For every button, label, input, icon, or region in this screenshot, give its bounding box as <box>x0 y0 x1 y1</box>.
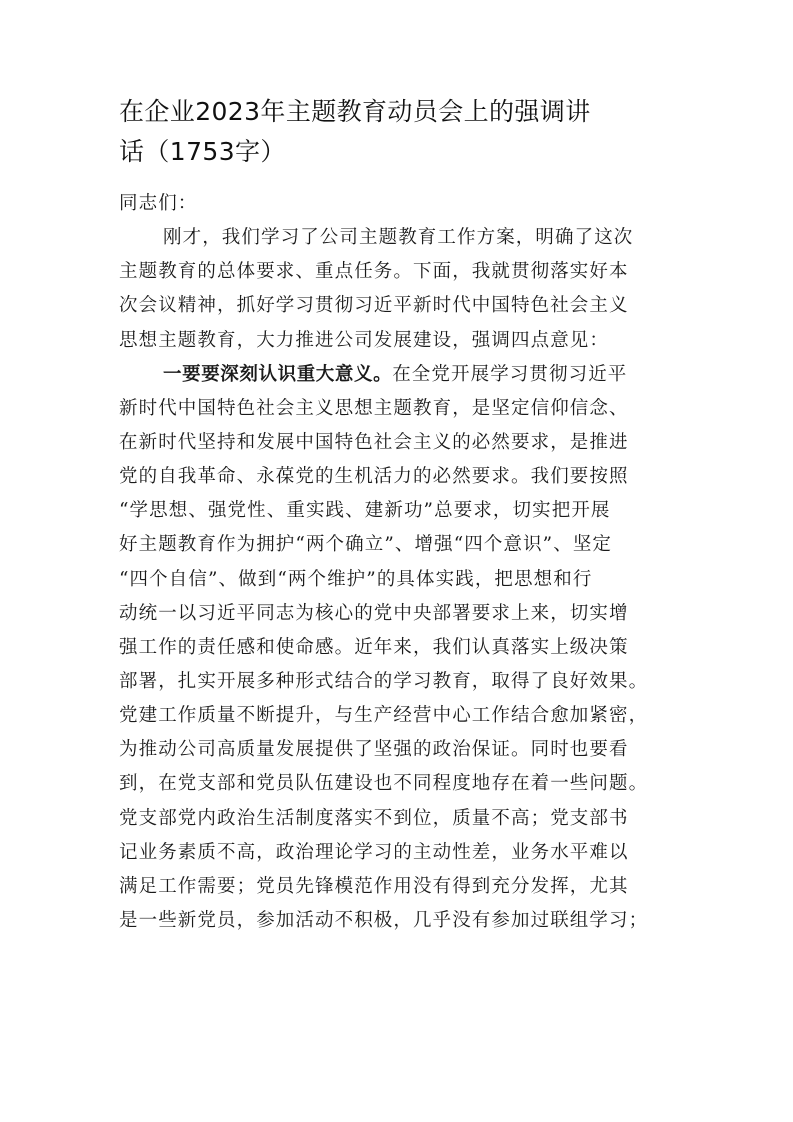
paragraph-line: 强工作的责任感和使命感。近年来，我们认真落实上级决策 <box>119 636 629 658</box>
paragraph-line: 党支部党内政治生活制度落实不到位，质量不高；党支部书 <box>119 807 629 829</box>
document-body <box>119 187 689 938</box>
paragraph-line: 党建工作质量不断提升，与生产经营中心工作结合愈加紧密， <box>119 705 649 727</box>
paragraph-line: 在新时代坚持和发展中国特色社会主义的必然要求，是推进 <box>119 431 629 453</box>
title-line-1: 在企业2023年主题教育动员会上的强调讲 <box>119 97 591 126</box>
paragraph-line: 好主题教育作为拥护“两个确立”、增强“四个意识”、坚定 <box>119 534 613 556</box>
paragraph-line: 为推动公司高质量发展提供了坚强的政治保证。同时也要看 <box>119 739 629 761</box>
document-title <box>119 92 689 172</box>
point-1-text: 在全党开展学习贯彻习近平 <box>392 363 628 385</box>
paragraph-line: 新时代中国特色社会主义思想主题教育，是坚定信仰信念、 <box>119 397 629 419</box>
paragraph-line: 部署，扎实开展多种形式结合的学习教育，取得了良好效果。 <box>119 670 649 692</box>
paragraph-line: 主题教育的总体要求、重点任务。下面，我就贯彻落实好本 <box>119 261 629 283</box>
paragraph-line: 满足工作需要；党员先锋模范作用没有得到充分发挥，尤其 <box>119 875 629 897</box>
point-1-heading: 一要要深刻认识重大意义。 <box>163 363 393 385</box>
paragraph-line: “学思想、强党性、重实践、建新功”总要求，切实把开展 <box>119 500 611 522</box>
paragraph-line: 记业务素质不高，政治理论学习的主动性差，业务水平难以 <box>119 841 629 863</box>
paragraph-line: 思想主题教育，大力推进公司发展建设，强调四点意见： <box>119 329 610 351</box>
paragraph-line <box>119 358 689 392</box>
paragraph-line: 次会议精神，抓好学习贯彻习近平新时代中国特色社会主义 <box>119 295 629 317</box>
paragraph-line: 是一些新党员，参加活动不积极，几乎没有参加过联组学习； <box>119 909 649 931</box>
title-line-2: 话（1753字） <box>119 137 286 166</box>
paragraph-line: 党的自我革命、永葆党的生机活力的必然要求。我们要按照 <box>119 466 629 488</box>
paragraph-line: 到，在党支部和党员队伍建设也不同程度地存在着一些问题。 <box>119 773 649 795</box>
paragraph-line: 刚才，我们学习了公司主题教育工作方案，明确了这次 <box>163 227 634 249</box>
paragraph-line: 动统一以习近平同志为核心的党中央部署要求上来，切实增 <box>119 602 629 624</box>
paragraph-line: “四个自信”、做到“两个维护”的具体实践，把思想和行 <box>119 568 593 590</box>
salutation: 同志们： <box>119 193 198 214</box>
